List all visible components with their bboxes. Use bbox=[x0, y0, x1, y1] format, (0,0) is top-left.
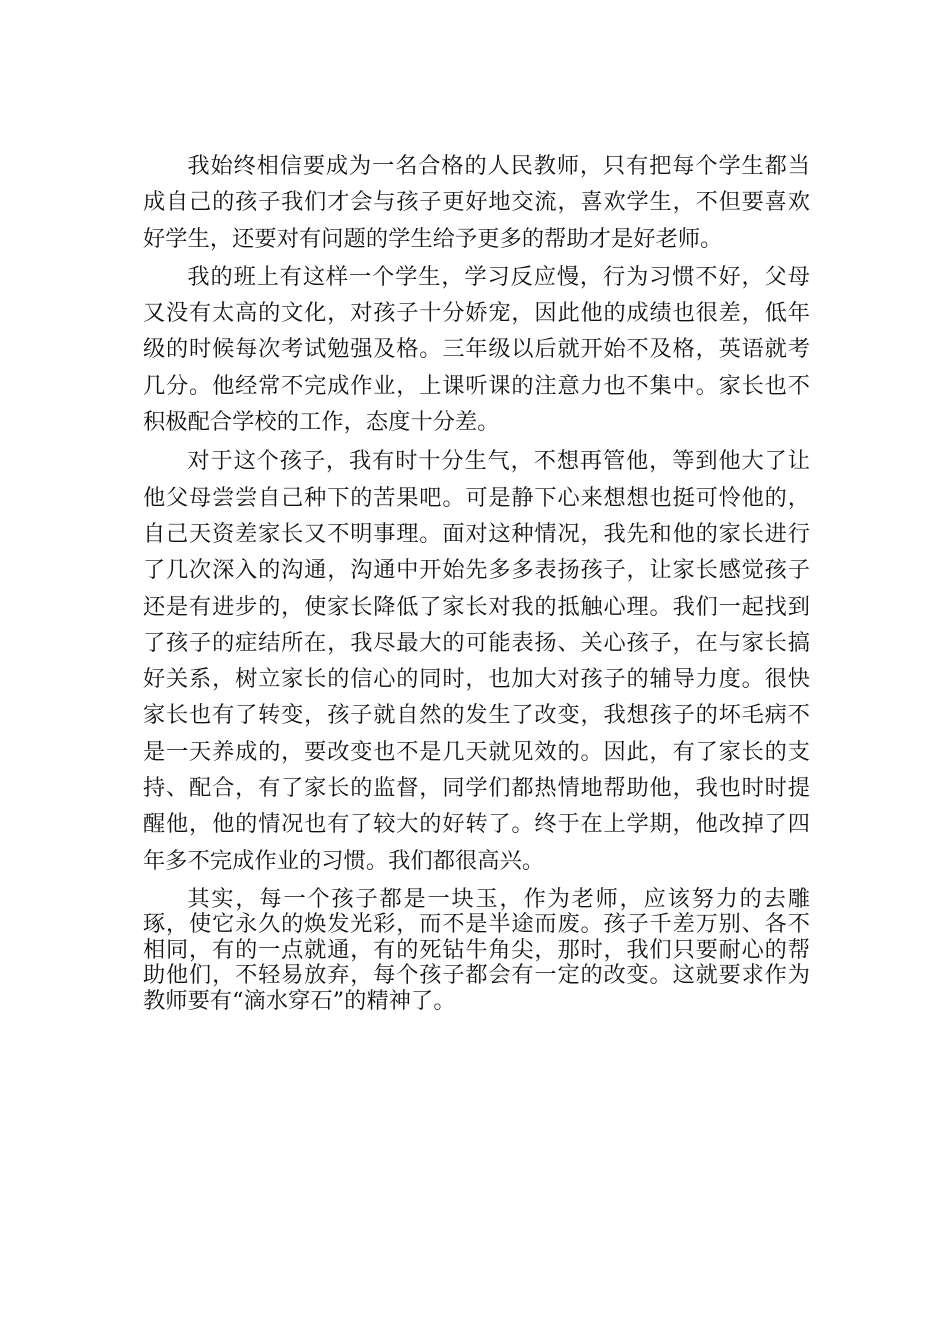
paragraph-4: 其实，每一个孩子都是一块玉，作为老师，应该努力的去雕琢，使它永久的焕发光彩，而不是半途而废。孩子千差万别、各不相同，有的一点就通，有的死钻牛角尖，那时，我们只要耐心的帮助他们，不轻易放弃，每个孩子都会有一定的改变。这就要求作为教师要有“滴水穿石”的精神了。 bbox=[143, 885, 810, 1014]
paragraph-1: 我始终相信要成为一名合格的人民教师，只有把每个学生都当成自己的孩子我们才会与孩子更好地交流，喜欢学生，不但要喜欢好学生，还要对有问题的学生给予更多的帮助才是好老师。 bbox=[143, 153, 810, 252]
paragraph-3: 对于这个孩子，我有时十分生气，不想再管他，等到他大了让他父母尝尝自己种下的苦果吧。可是静下心来想想也挺可怜他的，自己天资差家长又不明事理。面对这种情况，我先和他的家长进行了几次深入的沟通，沟通中开始先多多表扬孩子，让家长感觉孩子还是有进步的，使家长降低了家长对我的抵触心理。我们一起找到了孩子的症结所在，我尽最大的可能表扬、关心孩子，在与家长搞好关系，树立家长的信心的同时，也加大对孩子的辅导力度。很快家长也有了转变，孩子就自然的发生了改变，我想孩子的坏毛病不是一天养成的，要改变也不是几天就见效的。因此，有了家长的支持、配合，有了家长的监督，同学们都热情地帮助他，我也时时提醒他，他的情况也有了较大的好转了。终于在上学期，他改掉了四年多不完成作业的习惯。我们都很高兴。 bbox=[143, 448, 810, 874]
document-body bbox=[143, 148, 810, 1014]
paragraph-2: 我的班上有这样一个学生，学习反应慢，行为习惯不好，父母又没有太高的文化，对孩子十分娇宠，因此他的成绩也很差，低年级的时候每次考试勉强及格。三年级以后就开始不及格，英语就考几分。他经常不完成作业，上课听课的注意力也不集中。家长也不积极配合学校的工作，态度十分差。 bbox=[143, 263, 810, 436]
